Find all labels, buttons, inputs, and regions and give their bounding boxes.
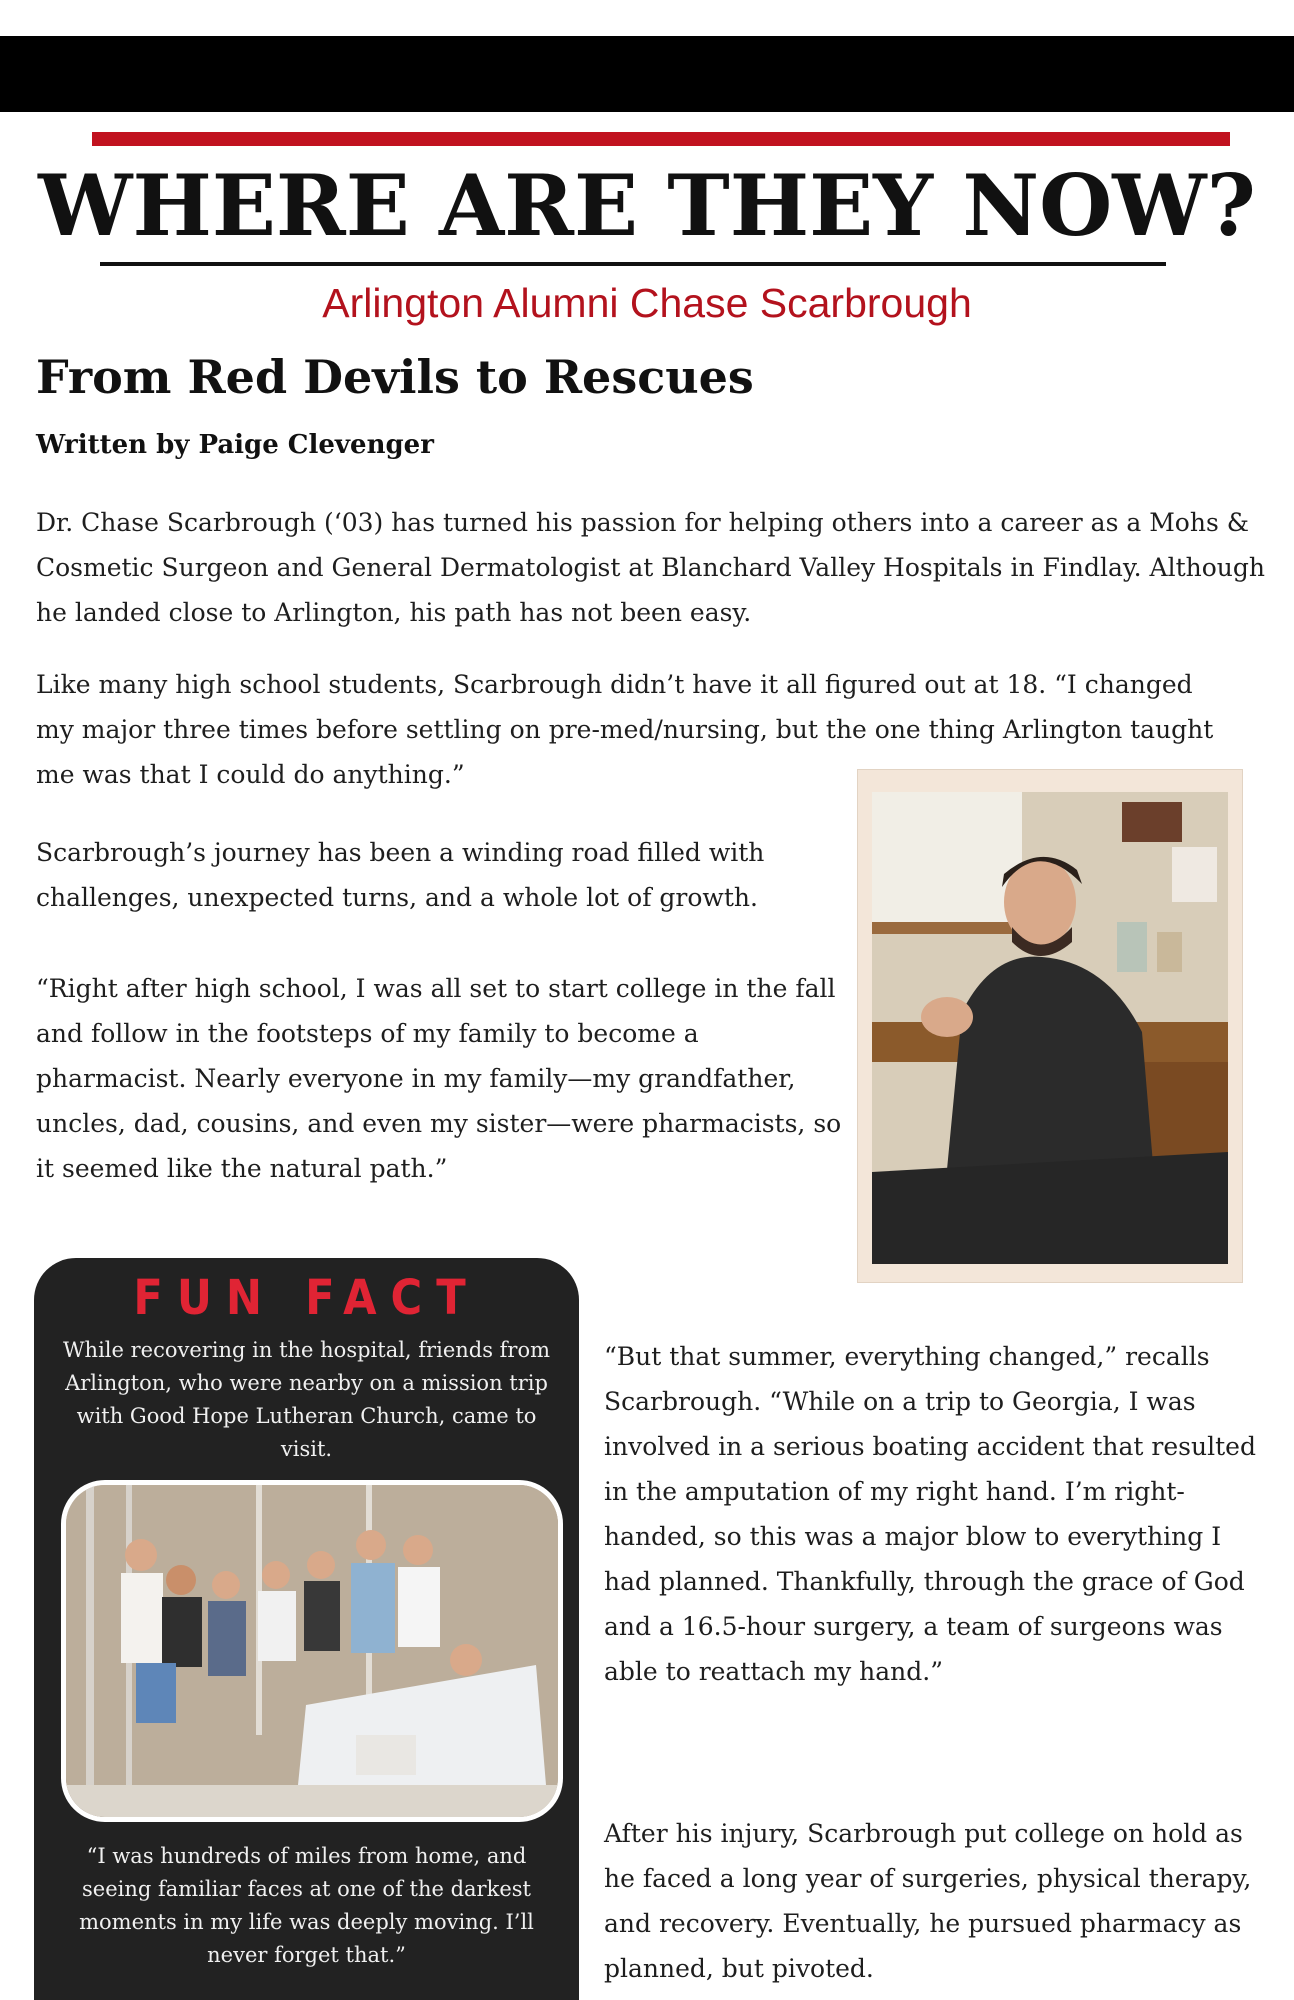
article-byline: Written by Paige Clevenger	[36, 430, 434, 460]
fun-fact-quote: “I was hundreds of miles from home, and seeing familiar faces at one of the darkest moments in my life was deeply moving. I’ll never forget that.”	[79, 1844, 534, 1967]
portrait-photo	[872, 792, 1228, 1264]
top-banner-bar	[0, 36, 1294, 112]
article-title: From Red Devils to Rescues	[36, 350, 754, 404]
red-divider	[92, 132, 1230, 146]
fun-fact-title: FUN FACT	[133, 1270, 480, 1326]
article-paragraph: Dr. Chase Scarbrough (‘03) has turned his passion for helping others into a career as a Mohs & Cosmetic Surgeon and General Dermatologist at Blanchard Valley Hospitals in Findlay. Although he landed close to Arlington, his path has not been easy.	[36, 508, 1266, 627]
fun-fact-text: While recovering in the hospital, friends from Arlington, who were nearby on a mission trip with Good Hope Lutheran Church, came to visit.	[62, 1338, 551, 1461]
article-paragraph: After his injury, Scarbrough put college on hold as he faced a long year of surgeries, physical therapy, and recovery. Eventually, he pursued pharmacy as planned, but pivoted.	[604, 1819, 1252, 1983]
article-paragraph: “But that summer, everything changed,” recalls Scarbrough. “While on a trip to Georgia, I was involved in a serious boating accident that resulted in the amputation of my right hand. I’m right-handed, so this was a major blow to everything I had planned. Thankfully, through the grace of God and a 16.5-hour surgery, a team of surgeons was able to reattach my hand.”	[604, 1342, 1256, 1686]
page-subtitle: Arlington Alumni Chase Scarbrough	[322, 280, 972, 326]
article-paragraph: “Right after high school, I was all set to start college in the fall and follow in the footsteps of my family to become a pharmacist. Nearly everyone in my family—my grandfather, uncles, dad, cousins, and even my sister—were pharmacists, so it seemed like the natural path.”	[36, 974, 842, 1183]
article-paragraph: Scarbrough’s journey has been a winding road filled with challenges, unexpected turns, and a whole lot of growth.	[36, 838, 765, 912]
hospital-group-photo	[61, 1480, 563, 1822]
article-paragraph: Like many high school students, Scarbrough didn’t have it all figured out at 18. “I changed my major three times before settling on pre-med/nursing, but the one thing Arlington taught me was that I could do anything.”	[36, 670, 1214, 789]
page-headline: WHERE ARE THEY NOW?	[38, 156, 1256, 255]
fun-fact-box	[34, 1258, 579, 2000]
portrait-photo-frame	[857, 769, 1243, 1283]
headline-underline	[100, 262, 1166, 266]
